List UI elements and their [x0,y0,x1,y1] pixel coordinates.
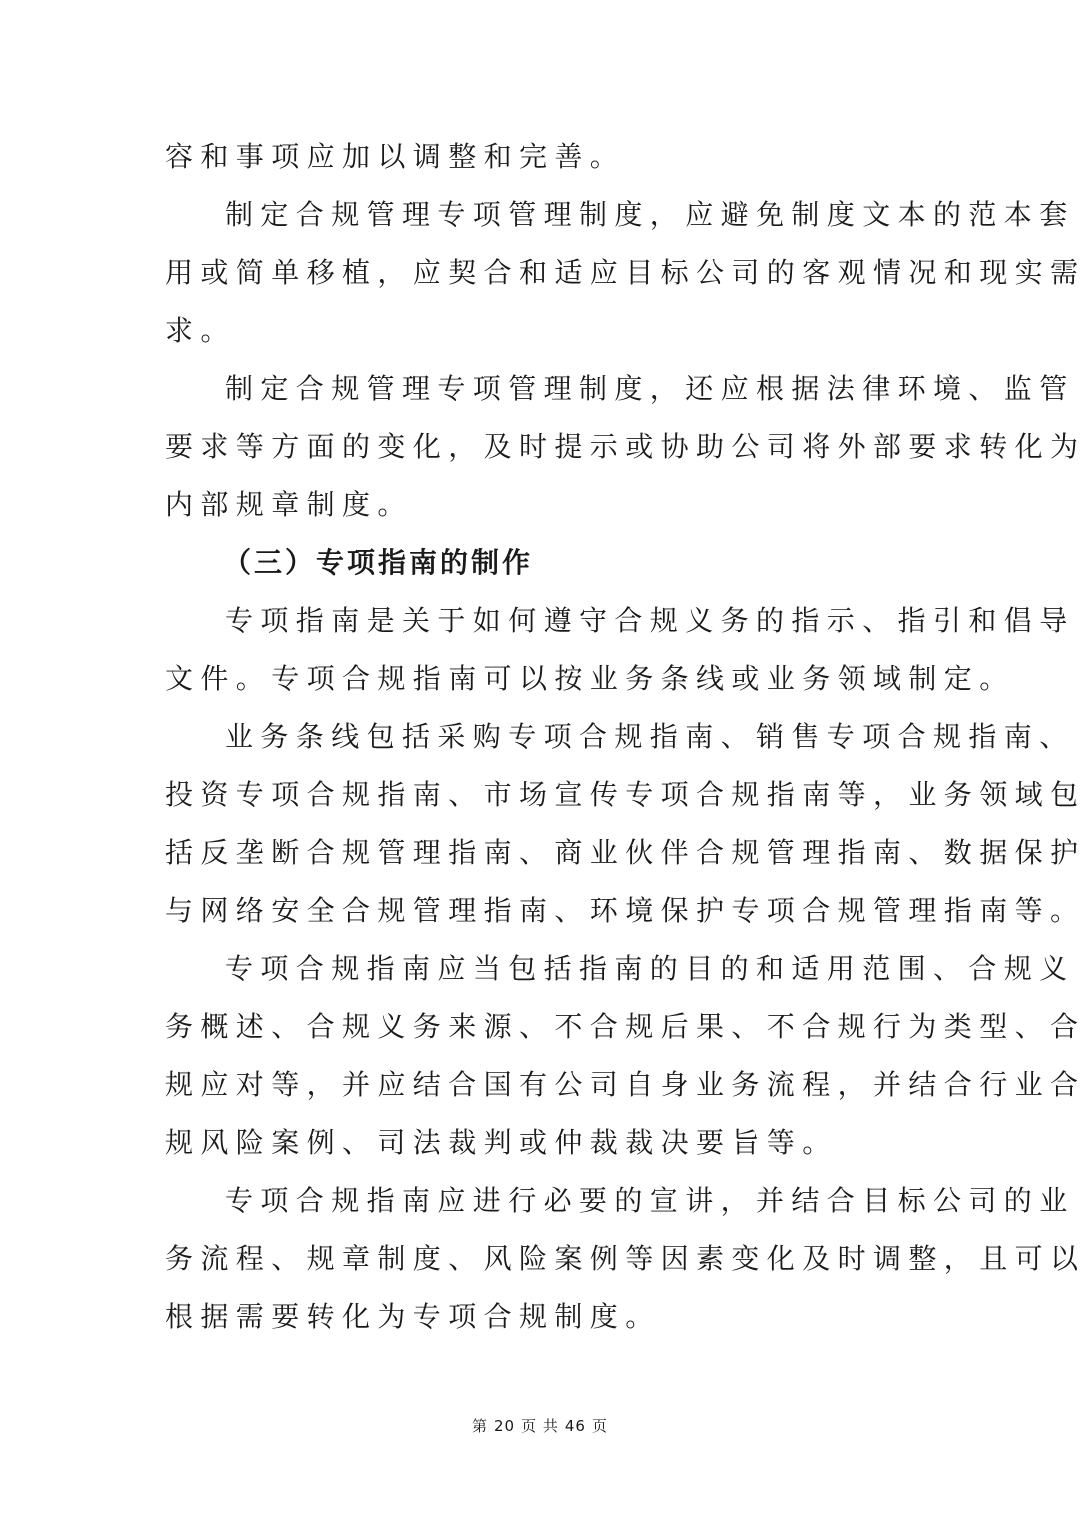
footer-prefix: 第 [472,1417,489,1435]
paragraph-line: 业务条线包括采购专项合规指南、销售专项合规指南、 [225,720,1075,753]
paragraph-line: 根据需要转化为专项合规制度。 [165,1300,661,1333]
total-pages: 46 [564,1417,586,1435]
paragraph-line: 专项合规指南应当包括指南的目的和适用范围、合规义 [225,952,1075,985]
paragraph-line: 专项指南是关于如何遵守合规义务的指示、指引和倡导 [225,604,1075,637]
paragraph-line: 规风险案例、司法裁判或仲裁裁决要旨等。 [165,1126,838,1159]
footer-suffix: 页 [591,1417,608,1435]
section-heading: （三）专项指南的制作 [223,546,534,579]
paragraph-line: 内部规章制度。 [165,488,413,521]
paragraph-line: 务流程、规章制度、风险案例等因素变化及时调整，且可以 [165,1242,1085,1275]
paragraph-line: 括反垄断合规管理指南、商业伙伴合规管理指南、数据保护 [165,836,1085,869]
paragraph-line: 务概述、合规义务来源、不合规后果、不合规行为类型、合 [165,1010,1085,1043]
paragraph-line: 专项合规指南应进行必要的宣讲，并结合目标公司的业 [225,1184,1075,1217]
paragraph-line: 求。 [165,314,236,347]
paragraph-line: 规应对等，并应结合国有公司自身业务流程，并结合行业合 [165,1068,1085,1101]
paragraph-line: 要求等方面的变化，及时提示或协助公司将外部要求转化为 [165,430,1085,463]
paragraph-line: 文件。专项合规指南可以按业务条线或业务领域制定。 [165,662,1015,695]
page-footer [0,1415,1080,1436]
page-number: 20 [494,1417,516,1435]
paragraph-line: 投资专项合规指南、市场宣传专项合规指南等，业务领域包 [165,778,1085,811]
footer-middle: 页 共 [521,1417,559,1435]
paragraph-line: 制定合规管理专项管理制度，应避免制度文本的范本套 [225,198,1075,231]
paragraph-line: 制定合规管理专项管理制度，还应根据法律环境、监管 [225,372,1075,405]
paragraph-line: 与网络安全合规管理指南、环境保护专项合规管理指南等。 [165,894,1085,927]
paragraph-line: 用或简单移植，应契合和适应目标公司的客观情况和现实需 [165,256,1085,289]
document-body [165,128,1085,1346]
paragraph-line: 容和事项应加以调整和完善。 [165,140,626,173]
